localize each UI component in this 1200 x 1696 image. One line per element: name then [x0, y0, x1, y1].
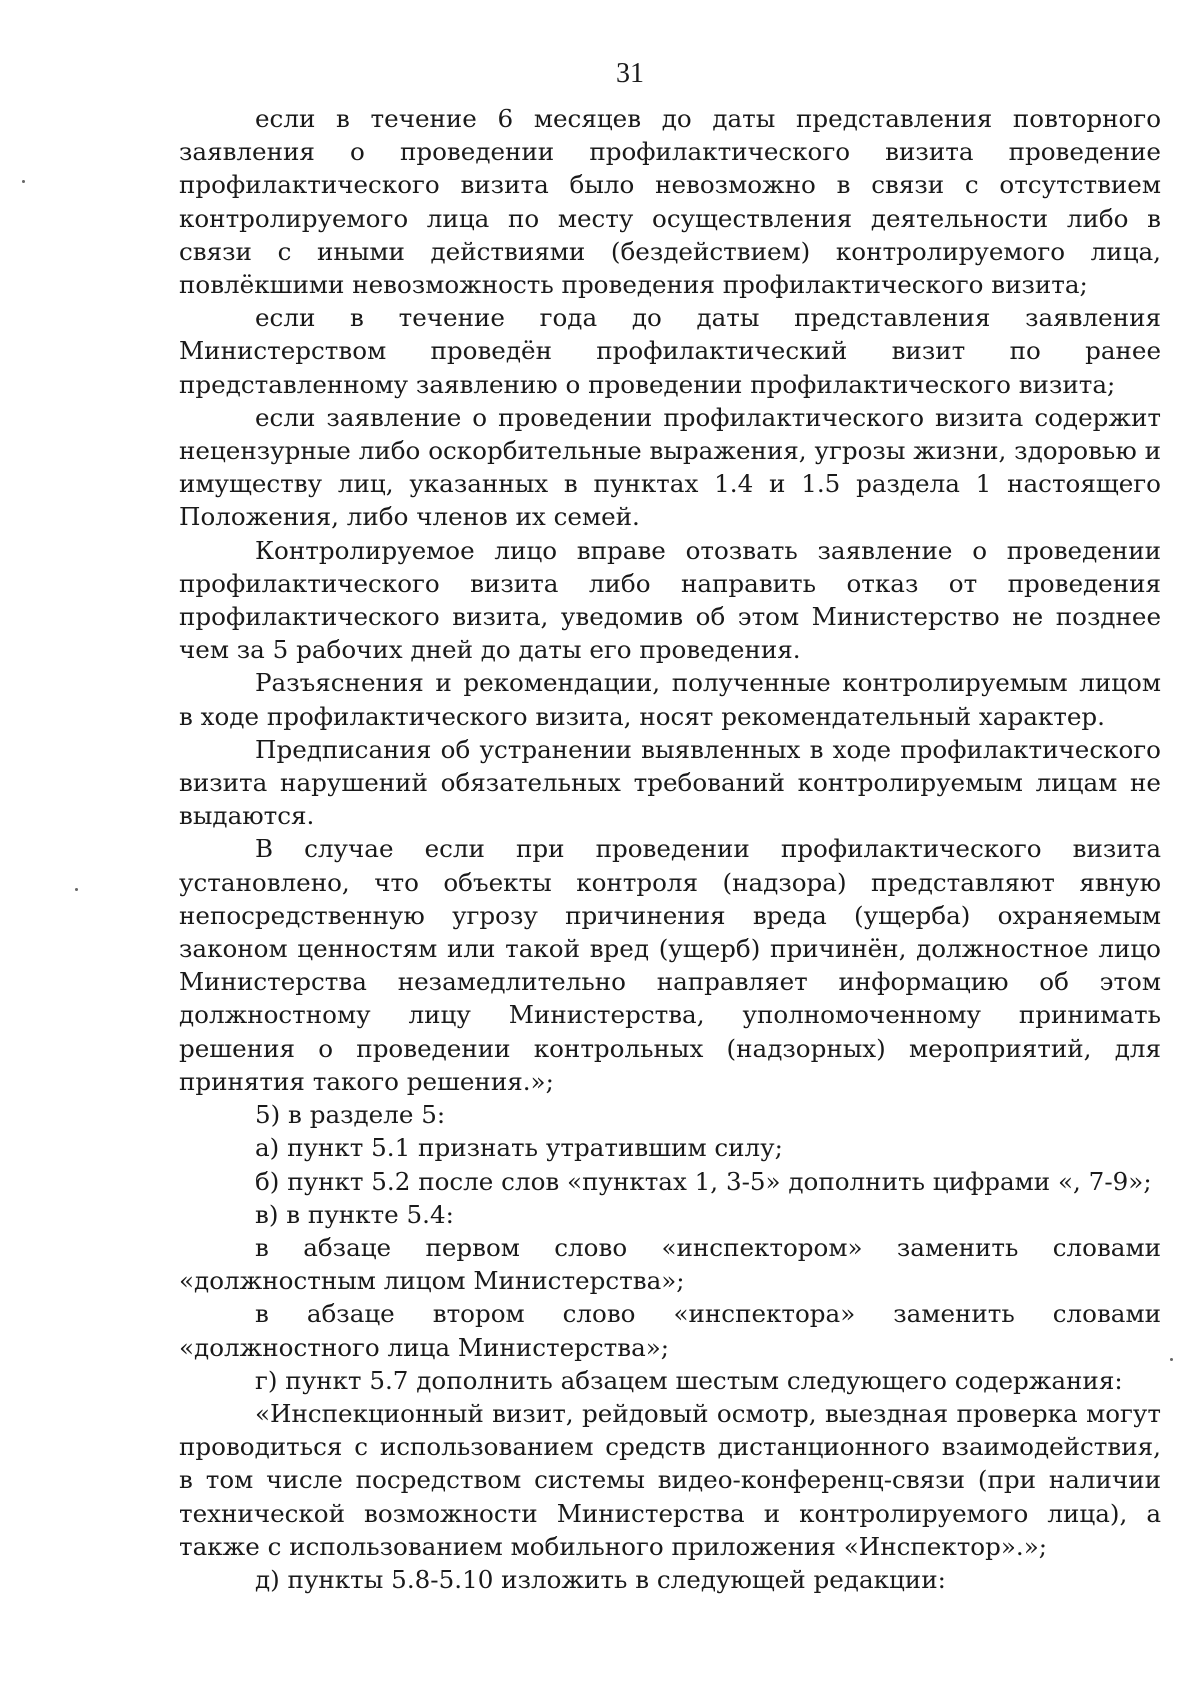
- document-body: [179, 102, 1161, 1596]
- scan-speck: [1170, 1358, 1173, 1361]
- paragraph: Разъяснения и рекомендации, полученные контролируемым лицом в ходе профилактического визита, носят рекомендательный характер.: [179, 668, 1161, 731]
- list-item: д) пункты 5.8-5.10 изложить в следующей редакции:: [255, 1564, 946, 1594]
- scan-speck: [22, 180, 25, 183]
- paragraph: В случае если при проведении профилактического визита установлено, что объекты контроля (надзора) представляют явную непосредственную угрозу причинения вреда (ущерба) охраняемым законом ценностям или такой вред (ущерб) причинён, должностное лицо Министерства незамедлительно направляет информацию об этом должностному лицу Министерства, уполномоченному принимать решения о проведении контрольных (надзорных) мероприятий, для принятия такого решения.»;: [179, 834, 1161, 1096]
- list-item: г) пункт 5.7 дополнить абзацем шестым следующего содержания:: [255, 1365, 1123, 1395]
- paragraph: Предписания об устранении выявленных в ходе профилактического визита нарушений обязательных требований контролируемым лицам не выдаются.: [179, 734, 1161, 831]
- paragraph: Контролируемое лицо вправе отозвать заявление о проведении профилактического визита либо направить отказ от проведения профилактического визита, уведомив об этом Министерство не позднее чем за 5 рабочих дней до даты его проведения.: [179, 535, 1161, 665]
- list-item: 5) в разделе 5:: [255, 1100, 446, 1130]
- paragraph: «Инспекционный визит, рейдовый осмотр, выездная проверка могут проводиться с использованием средств дистанционного взаимодействия, в том числе посредством системы видео-конференц-связи (при наличии технической возможности Министерства и контролируемого лица), а также с использованием мобильного приложения «Инспектор».»;: [179, 1398, 1161, 1561]
- list-item: а) пункт 5.1 признать утратившим силу;: [255, 1133, 783, 1163]
- page-number: 31: [616, 58, 644, 89]
- list-item: в) в пункте 5.4:: [255, 1199, 454, 1229]
- list-item: б) пункт 5.2 после слов «пунктах 1, 3-5» дополнить цифрами «, 7-9»;: [255, 1166, 1152, 1196]
- paragraph: если в течение года до даты представления заявления Министерством проведён профилактический визит по ранее представленному заявлению о проведении профилактического визита;: [179, 303, 1161, 399]
- paragraph: если заявление о проведении профилактического визита содержит нецензурные либо оскорбительные выражения, угрозы жизни, здоровью и имуществу лиц, указанных в пунктах 1.4 и 1.5 раздела 1 настоящего Положения, либо членов их семей.: [179, 402, 1161, 532]
- scan-speck: [75, 888, 78, 891]
- paragraph: в абзаце втором слово «инспектора» заменить словами «должностного лица Министерства»;: [179, 1299, 1161, 1362]
- paragraph: если в течение 6 месяцев до даты представления повторного заявления о проведении профилактического визита проведение профилактического визита было невозможно в связи с отсутствием контролируемого лица по месту осуществления деятельности либо в связи с иными действиями (бездействием) контролируемого лица, повлёкшими невозможность проведения профилактического визита;: [179, 104, 1161, 300]
- paragraph: в абзаце первом слово «инспектором» заменить словами «должностным лицом Министерства»;: [179, 1232, 1161, 1296]
